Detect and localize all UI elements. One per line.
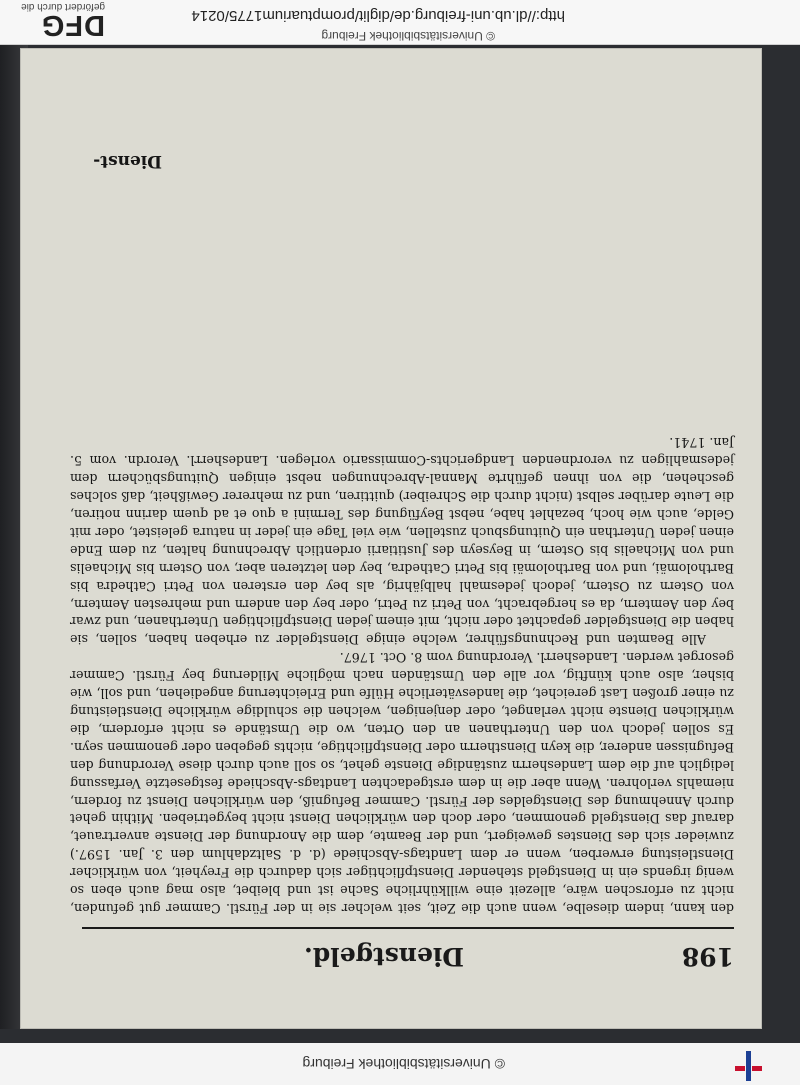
running-head [84, 931, 734, 971]
paragraph: Alle Beamten und Rechnungsführer, welche einige Dienstgelder zu erheben haben, sollen, sie haben die Dienstgelder gepachtet oder nicht, mit einem jeden Dienstpflichtigen Unterthanen, und zwar bey den Aemtern, da es hergebracht, von Petri zu Petri, oder bey den andern und mehresten Aemtern, von Ostern zu Ostern, jedoch jedesmahl halbjährig, als bey den ersteren von Petri Cathedra bis Bartholomäi, und von Bartholomäi bis Petri Cathedra, bey den letzteren aber, von Ostern bis Michaelis und von Michaelis bis Ostern, in Beyseyn des Justitiarii ordentlich Abrechnung halten, zu dem Ende einen jeden Unterthan ein Quitungsbuch zustellen, wie viel Tage ein jeder in natura geleistet, oder mit Gelde, auch wie hoch, bezahlet habe, nebst Beyfügung des Termini a quo et ad quem darinn notiren, die Leute darüber selbst (nicht durch die Schreiber) quittiren, und zu mehrerer Gewißheit, daß solches geschehen, die von ihnen geführte Mannal-Abrechnungen nebst einigen Quitungsbüchern dem jedesmahligen zu verordnenden Landgerichts-Commissario vorlegen. Landesherrl. Verordn. vom 5. Jan. 1741. [70, 435, 734, 648]
ub-freiburg-logo-icon[interactable] [732, 1051, 764, 1081]
page-body [70, 434, 734, 917]
book-page [20, 48, 762, 1029]
catchword: Dienst- [93, 151, 162, 171]
dfg-caption: gefördert durch die [21, 1, 105, 12]
page-header-title: Dienstgeld. [304, 942, 464, 971]
footer-bar [0, 1042, 800, 1085]
dfg-logo-icon[interactable] [5, 1, 105, 41]
page-number: 198 [681, 942, 734, 971]
paragraph: den kann, indem dieselbe, wenn auch die Zeit, seit welcher sie in der Fürstl. Cammer gut gefunden, nicht zu erforschen wäre, allezeit eine willkührliche Sache ist und bleibet, also mag auch eben so wenig irgends ein in Dienstgeld stehender Dienstpflichtiger sich dadurch die Freyheit, von würklicher Dienstleistung erwerben, wenn er dem Landtags-Abschiede (d. d. Saltzdahlum den 3. Jan. 1597.) zuwieder sich des Dienstes geweigert, und der Beamte, dem die Anordnung der Dienste anvertrauet, darauf das Dienstgeld genommen, oder doch den würklichen Dienst nicht beygetrieben. Mithin gehet durch Annehmung des Dienstgeldes der Fürstl. Cammer Befugniß, den würklichen Dienst zu fordern, niemahls verlohren. Wenn aber die in dem erstgedachten Landtags-Abschiede festgesetzte Verfassung lediglich auf die dem Landesherrn zuständige Dienste gehet, so soll auch durch diese Verordnung den Befugnissen anderer, die keyn Dienstherrn oder Dienstpflichtige, nichts gegeben oder genommen seyn. Es sollen jedoch von den Unterthanen an den Orten, wo die Umstände es nicht erfordern, die würklichen Dienste nicht verlanget, oder denjenigen, welchen die schuldige würkliche Dienstleistung zu einer großen Last gereichet, die landesväterliche Hülfe und Erleichterung angediehen, und soll, wie bisher, also auch künftig, vor alle den Umständen nach mögliche Milderung bey Fürstl. Cammer gesorget werden. Landesherrl. Verordnung vom 8. Oct. 1767. [70, 650, 734, 916]
page-url-link[interactable]: http://dl.ub.uni-freiburg.de/diglit/promptuarium1775/0214 [191, 7, 565, 24]
dfg-logo-text: DFG [40, 9, 105, 41]
header-bar [0, 0, 800, 45]
copyright-notice: © Universitätsbibliothek Freiburg [321, 29, 495, 43]
footer-copyright: © Universitätsbibliothek Freiburg [302, 1056, 505, 1072]
header-rule [82, 927, 734, 929]
